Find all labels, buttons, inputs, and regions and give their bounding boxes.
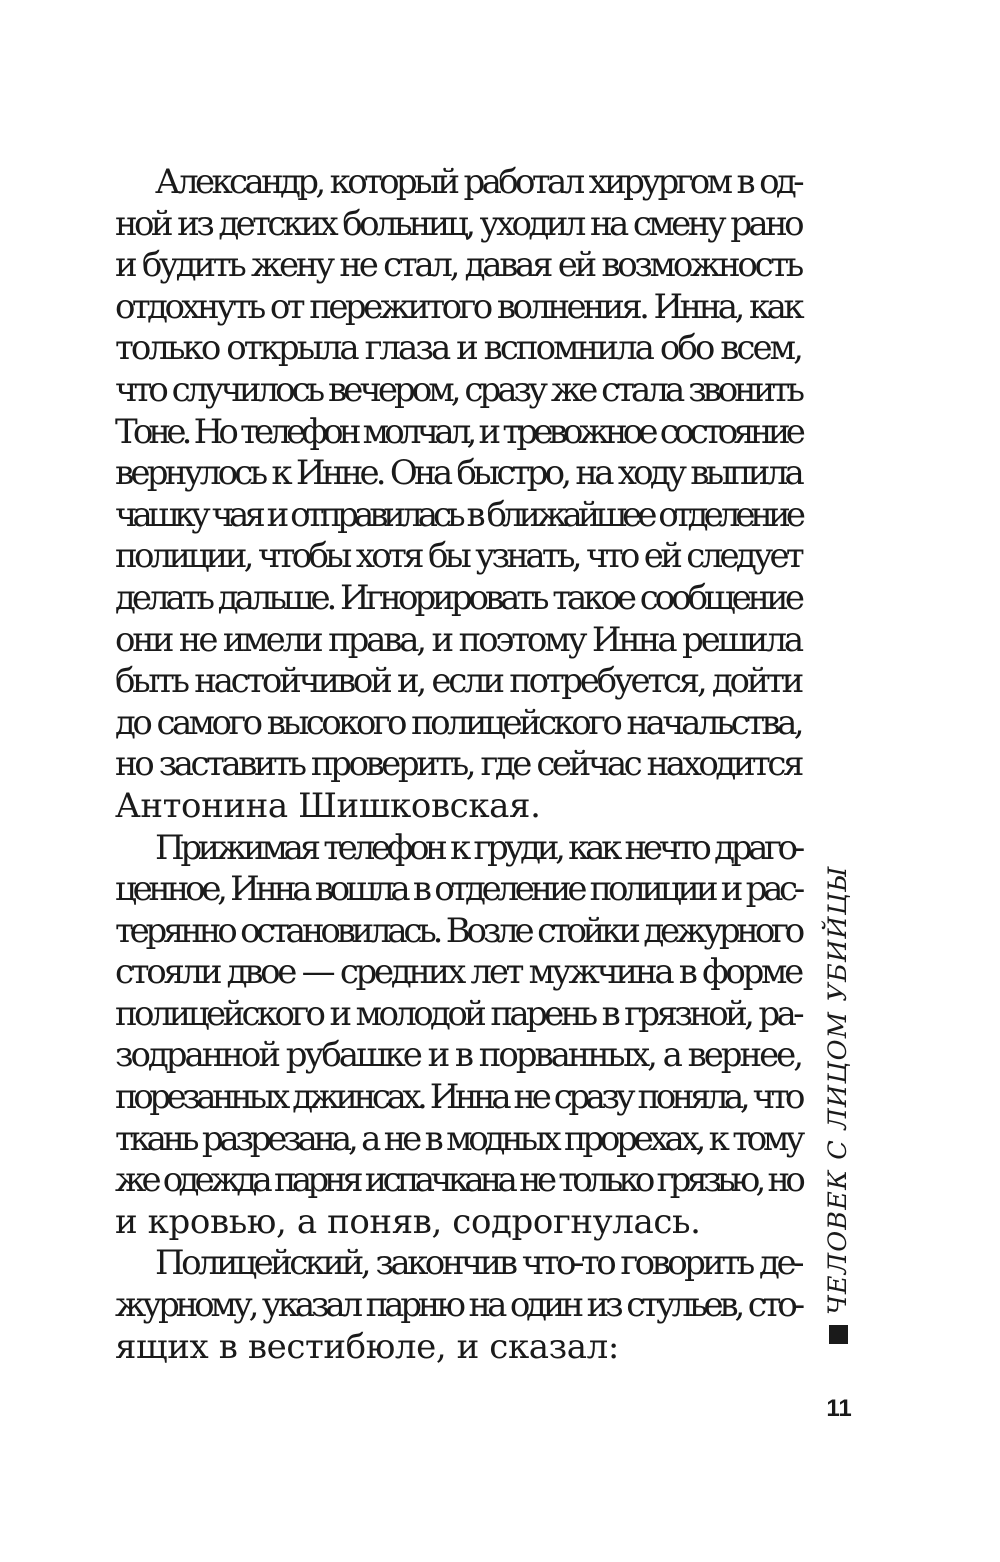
- text-line: журному, указал парню на один из стульев, сто-: [115, 1285, 801, 1326]
- text-line: только открыла глаза и вспомнила обо всем,: [115, 328, 801, 369]
- text-line: порезанных джинсах. Инна не сразу поняла, что: [115, 1077, 801, 1118]
- text-line: стояли двое — средних лет мужчина в форме: [115, 952, 801, 993]
- running-title: [820, 865, 856, 1344]
- text-line: зодранной рубашке и в порванных, а вернее,: [115, 1035, 801, 1076]
- text-line: полиции, чтобы хотя бы узнать, что ей следует: [115, 536, 801, 577]
- text-line: чашку чая и отправилась в ближайшее отделение: [115, 494, 801, 535]
- text-line: но заставить проверить, где сейчас находится: [115, 744, 801, 785]
- text-line: что случилось вечером, сразу же стала звонить: [115, 369, 801, 410]
- square-bullet-icon: [829, 1325, 848, 1344]
- text-line: до самого высокого полицейского начальства,: [115, 702, 801, 743]
- text-line: Тоне. Но телефон молчал, и тревожное состояние: [115, 411, 801, 452]
- body-text: [115, 162, 801, 1368]
- text-line: они не имели права, и поэтому Инна решила: [115, 619, 801, 660]
- text-line: и кровью, а поняв, содрогнулась.: [115, 1201, 701, 1242]
- text-line: быть настойчивой и, если потребуется, дойти: [115, 661, 801, 702]
- text-line: терянно остановилась. Возле стойки дежурного: [115, 910, 801, 951]
- text-line: полицейского и молодой парень в грязной, ра-: [115, 993, 801, 1034]
- text-line: и будить жену не стал, давая ей возможность: [115, 245, 801, 286]
- text-line: ценное, Инна вошла в отделение полиции и рас-: [115, 869, 801, 910]
- text-line: Прижимая телефон к груди, как нечто драго-: [155, 827, 801, 868]
- text-line: Антонина Шишковская.: [115, 785, 541, 826]
- text-line: же одежда парня испачкана не только грязью, но: [115, 1160, 801, 1201]
- text-line: ной из детских больниц, уходил на смену рано: [115, 203, 801, 244]
- text-line: отдохнуть от пережитого волнения. Инна, как: [115, 286, 801, 327]
- text-line: вернулось к Инне. Она быстро, на ходу выпила: [115, 453, 801, 494]
- text-line: ткань разрезана, а не в модных прорехах, к тому: [115, 1118, 801, 1159]
- page-number: 11: [826, 1395, 852, 1422]
- text-line: Александр, который работал хирургом в од-: [155, 162, 801, 202]
- running-title-text: ЧЕЛОВЕК С ЛИЦОМ УБИЙЦЫ: [823, 865, 853, 1315]
- text-line: ящих в вестибюле, и сказал:: [115, 1326, 619, 1367]
- text-line: Полицейский, закончив что-то говорить де-: [155, 1243, 801, 1284]
- text-line: делать дальше. Игнорировать такое сообщение: [115, 577, 801, 618]
